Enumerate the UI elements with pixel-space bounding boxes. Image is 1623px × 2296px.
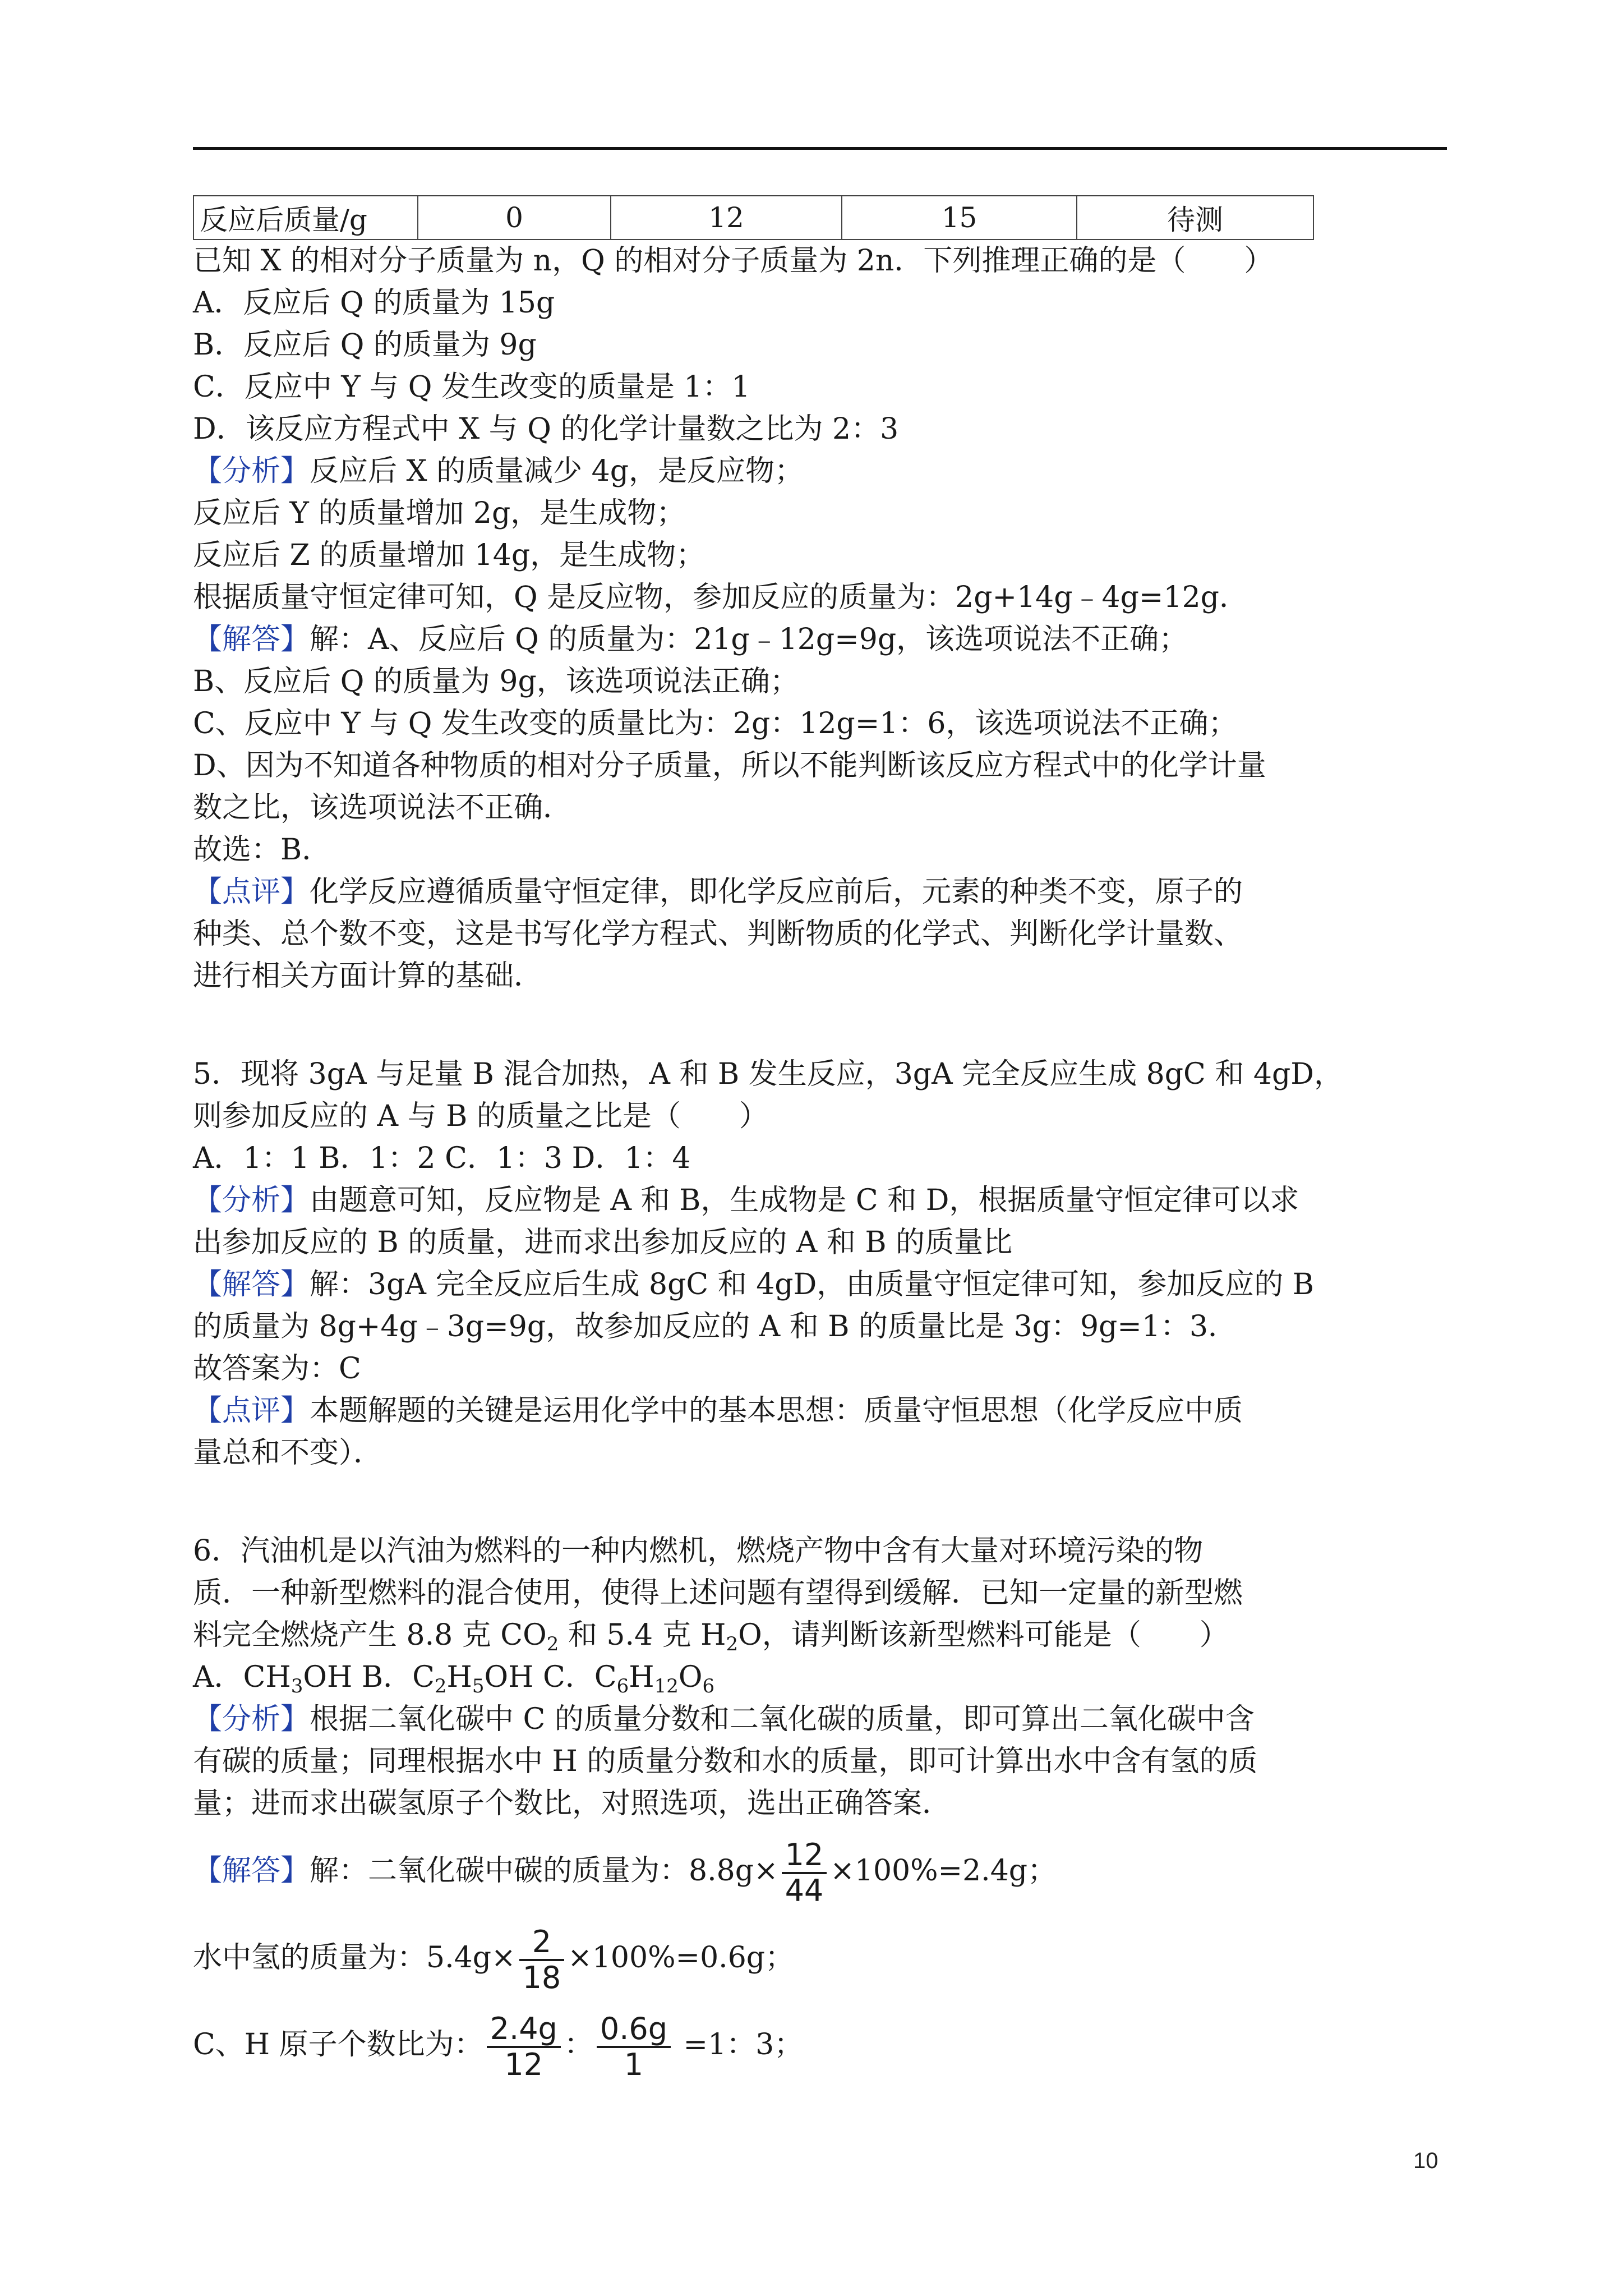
answer-tag: 【解答】 bbox=[193, 1268, 310, 1301]
q5-choice: 故答案为：C bbox=[193, 1352, 361, 1386]
q6-analysis-3: 量；进而求出碳氢原子个数比，对照选项，选出正确答案． bbox=[193, 1787, 952, 1820]
page-number: 10 bbox=[1413, 2148, 1438, 2173]
subscript: 2 bbox=[726, 1633, 739, 1655]
q4-answer-4: D、因为不知道各种物质的相对分子质量，所以不能判断该反应方程式中的化学计量 bbox=[193, 749, 1266, 783]
q4-comment-line bbox=[193, 872, 1243, 912]
q5-stem-1: 5．现将 3gA 与足量 B 混合加热，A 和 B 发生反应，3gA 完全反应生成 8gC 和 4gD， bbox=[193, 1057, 1343, 1091]
stem-text: 和 5.4 克 H bbox=[559, 1618, 726, 1652]
fraction-denominator: 44 bbox=[785, 1872, 824, 1908]
table-row bbox=[193, 196, 1313, 240]
q4-answer-line bbox=[193, 620, 1188, 659]
q5-answer-text: 解：3gA 完全反应后生成 8gC 和 4gD，由质量守恒定律可知，参加反应的 B bbox=[310, 1268, 1315, 1301]
fraction-denominator: 12 bbox=[504, 2046, 543, 2082]
q6-answer-text: =1：3； bbox=[674, 2028, 804, 2062]
subscript: 5 bbox=[472, 1675, 485, 1697]
q6-answer-text: ×100%=0.6g； bbox=[568, 1941, 795, 1975]
fraction-numerator: 2.4g bbox=[487, 2012, 561, 2048]
option-text: H bbox=[446, 1660, 472, 1694]
q4-analysis-2: 反应后 Y 的质量增加 2g，是生成物； bbox=[193, 496, 686, 530]
q4-option-c: C．反应中 Y 与 Q 发生改变的质量是 1：1 bbox=[193, 370, 750, 404]
q4-comment-2: 种类、总个数不变，这是书写化学方程式、判断物质的化学式、判断化学计量数、 bbox=[193, 917, 1243, 951]
table-cell: 待测 bbox=[1077, 196, 1313, 240]
fraction bbox=[597, 2012, 671, 2082]
fraction-numerator: 0.6g bbox=[597, 2012, 671, 2048]
q6-answer-text: 水中氢的质量为：5.4g× bbox=[193, 1941, 516, 1975]
table-cell-label: 反应后质量/g bbox=[193, 196, 418, 240]
q6-answer-2 bbox=[193, 1921, 794, 1995]
q4-option-d: D．该反应方程式中 X 与 Q 的化学计量数之比为 2：3 bbox=[193, 412, 899, 446]
q6-analysis-2: 有碳的质量；同理根据水中 H 的质量分数和水的质量，即可计算出水中含有氢的质 bbox=[193, 1745, 1258, 1778]
q5-options: A．1：1 B．1：2 C．1：3 D．1：4 bbox=[193, 1142, 691, 1175]
subscript: 2 bbox=[434, 1675, 447, 1697]
q5-analysis-text: 由题意可知，反应物是 A 和 B，生成物是 C 和 D，根据质量守恒定律可以求 bbox=[310, 1184, 1299, 1217]
q6-stem-3 bbox=[193, 1616, 1229, 1664]
option-text: H bbox=[629, 1660, 654, 1694]
stem-text: O，请判断该新型燃料可能是（ ） bbox=[738, 1618, 1229, 1652]
option-text: O bbox=[678, 1660, 703, 1694]
option-text: OH C．C bbox=[484, 1660, 617, 1694]
q5-answer-line bbox=[193, 1265, 1314, 1304]
q6-answer-text: 解：二氧化碳中碳的质量为：8.8g× bbox=[310, 1854, 778, 1888]
subscript: 3 bbox=[291, 1675, 303, 1697]
fraction bbox=[487, 2012, 561, 2082]
analysis-tag: 【分析】 bbox=[193, 454, 310, 488]
subscript: 6 bbox=[616, 1675, 629, 1697]
option-text: A．CH bbox=[193, 1660, 291, 1694]
q4-option-b: B．反应后 Q 的质量为 9g bbox=[193, 328, 537, 362]
analysis-tag: 【分析】 bbox=[193, 1184, 310, 1217]
q6-answer-text: C、H 原子个数比为： bbox=[193, 2028, 483, 2062]
q4-choice: 故选：B． bbox=[193, 833, 331, 867]
q5-comment-2: 量总和不变）． bbox=[193, 1436, 383, 1470]
q6-analysis-line bbox=[193, 1700, 1255, 1739]
q6-stem-1: 6．汽油机是以汽油为燃料的一种内燃机，燃烧产物中含有大量对环境污染的物 bbox=[193, 1534, 1204, 1568]
fraction-numerator: 2 bbox=[519, 1925, 565, 1961]
q4-answer-3: C、反应中 Y 与 Q 发生改变的质量比为：2g：12g=1：6，该选项说法不正确； bbox=[193, 707, 1238, 740]
header-rule bbox=[193, 147, 1447, 150]
fraction bbox=[782, 1838, 827, 1908]
table-cell: 0 bbox=[418, 196, 611, 240]
q5-stem-2: 则参加反应的 A 与 B 的质量之比是（ ） bbox=[193, 1099, 768, 1133]
q4-analysis-text: 反应后 X 的质量减少 4g，是反应物； bbox=[310, 454, 804, 488]
q4-answer-2: B、反应后 Q 的质量为 9g，该选项说法正确； bbox=[193, 665, 799, 698]
q4-analysis-line bbox=[193, 452, 804, 491]
q4-answer-text: 解：A、反应后 Q 的质量为：21g﹣12g=9g，该选项说法不正确； bbox=[310, 623, 1188, 656]
q4-analysis-4: 根据质量守恒定律可知，Q 是反应物，参加反应的质量为：2g+14g﹣4g=12g． bbox=[193, 581, 1248, 614]
q5-comment-line bbox=[193, 1391, 1243, 1430]
fraction-numerator: 12 bbox=[782, 1838, 827, 1874]
subscript: 12 bbox=[654, 1675, 679, 1697]
q4-given: 已知 X 的相对分子质量为 n，Q 的相对分子质量为 2n．下列推理正确的是（ ） bbox=[193, 244, 1274, 278]
q6-answer-line bbox=[193, 1834, 1057, 1908]
subscript: 6 bbox=[702, 1675, 715, 1697]
q4-comment-text: 化学反应遵循质量守恒定律，即化学反应前后，元素的种类不变，原子的 bbox=[310, 875, 1243, 909]
fraction-denominator: 1 bbox=[624, 2046, 644, 2082]
q6-stem-2: 质．一种新型燃料的混合使用，使得上述问题有望得到缓解．已知一定量的新型燃 bbox=[193, 1576, 1243, 1610]
q5-analysis-2: 出参加反应的 B 的质量，进而求出参加反应的 A 和 B 的质量比 bbox=[193, 1226, 1013, 1259]
fraction bbox=[519, 1925, 565, 1995]
q4-comment-3: 进行相关方面计算的基础． bbox=[193, 959, 543, 993]
q6-answer-text: ×100%=2.4g； bbox=[830, 1854, 1057, 1888]
q5-comment-text: 本题解题的关键是运用化学中的基本思想：质量守恒思想（化学反应中质 bbox=[310, 1394, 1243, 1428]
q6-analysis-text: 根据二氧化碳中 C 的质量分数和二氧化碳的质量，即可算出二氧化碳中含 bbox=[310, 1703, 1255, 1736]
q6-answer-text: ： bbox=[564, 2028, 593, 2062]
subscript: 2 bbox=[546, 1633, 559, 1655]
comment-tag: 【点评】 bbox=[193, 875, 310, 909]
table-cell: 12 bbox=[611, 196, 842, 240]
stem-text: 料完全燃烧产生 8.8 克 CO bbox=[193, 1618, 547, 1652]
q4-answer-5: 数之比，该选项说法不正确． bbox=[193, 791, 573, 825]
option-text: OH B．C bbox=[303, 1660, 435, 1694]
q5-analysis-line bbox=[193, 1181, 1299, 1220]
table-cell: 15 bbox=[842, 196, 1077, 240]
comment-tag: 【点评】 bbox=[193, 1394, 310, 1428]
q6-answer-3 bbox=[193, 2008, 803, 2082]
mass-table bbox=[193, 195, 1314, 240]
answer-tag: 【解答】 bbox=[193, 1854, 310, 1888]
q4-analysis-3: 反应后 Z 的质量增加 14g，是生成物； bbox=[193, 539, 706, 572]
q5-answer-2: 的质量为 8g+4g﹣3g=9g，故参加反应的 A 和 B 的质量比是 3g：9g=1：3． bbox=[193, 1310, 1238, 1343]
q6-options bbox=[193, 1658, 714, 1706]
q4-option-a: A．反应后 Q 的质量为 15g bbox=[193, 286, 555, 320]
analysis-tag: 【分析】 bbox=[193, 1703, 310, 1736]
answer-tag: 【解答】 bbox=[193, 623, 310, 656]
fraction-denominator: 18 bbox=[522, 1959, 561, 1995]
